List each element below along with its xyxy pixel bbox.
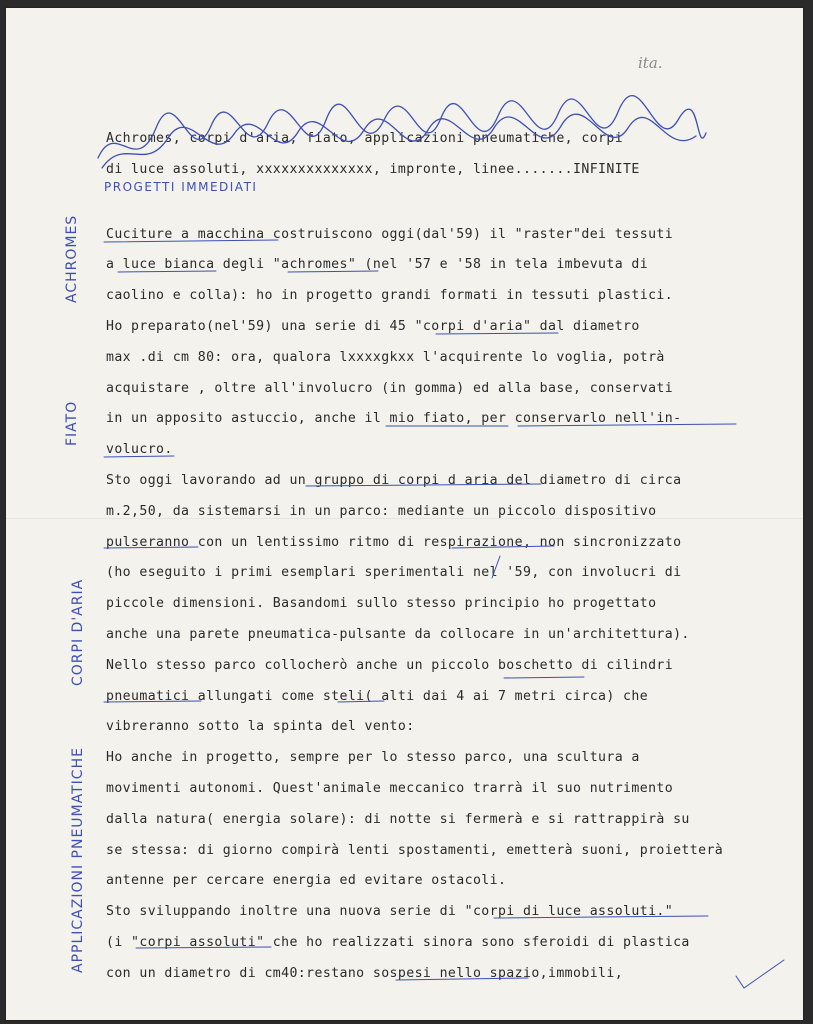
body-line: anche una parete pneumatica-pulsante da collocare in un'architettura). — [106, 626, 690, 642]
body-line: a luce bianca degli "achromes" (nel '57 e '58 in tela imbevuta di — [106, 257, 649, 273]
margin-note-achromes: ACHROMES — [64, 214, 80, 303]
body-line: (i "corpi assoluti" che ho realizzati sinora sono sferoidi di plastica — [106, 934, 690, 950]
body-line: vibreranno sotto la spinta del vento: — [106, 719, 415, 735]
body-line: Sto sviluppando inoltre una nuova serie di "corpi di luce assoluti." — [106, 904, 674, 920]
underline — [104, 547, 198, 548]
underline — [104, 456, 174, 457]
body-line: Ho preparato(nel'59) una serie di 45 "corpi d'aria" dal diametro — [106, 318, 640, 334]
body-line: movimenti autonomi. Quest'animale meccanico trarrà il suo nutrimento — [106, 780, 674, 796]
pen-markings — [6, 8, 803, 1020]
body-line: Sto oggi lavorando ad un gruppo di corpi d aria del diametro di circa — [106, 472, 682, 488]
body-line: in un apposito astuccio, anche il mio fiato, per conservarlo nell'in- — [106, 411, 682, 427]
document-page — [6, 8, 803, 1020]
underline — [118, 271, 216, 272]
underline — [338, 701, 384, 702]
margin-note-corpi-aria: CORPI D'ARIA — [70, 578, 86, 686]
body-line: caolino e colla): ho in progetto grandi formati in tessuti plastici. — [106, 288, 674, 304]
body-line: Cuciture a macchina costruiscono oggi(dal'59) il "raster"dei tessuti — [106, 226, 674, 242]
underline — [288, 271, 378, 272]
checkmark — [736, 960, 784, 988]
body-line: dalla natura( energia solare): di notte si fermerà e si rattrappirà su — [106, 811, 690, 827]
margin-note-fiato: FIATO — [64, 400, 80, 446]
corner-note: ita. — [638, 54, 663, 72]
body-line: pneumatici allungati come steli( alti dai 4 ai 7 metri circa) che — [106, 688, 649, 704]
scribble-strikeout — [98, 96, 706, 158]
body-line: (ho eseguito i primi esemplari sperimentali nel '59, con involucri di — [106, 565, 682, 581]
body-line: Ho anche in progetto, sempre per lo stesso parco, una scultura a — [106, 750, 640, 766]
underline — [452, 546, 554, 548]
body-line: m.2,50, da sistemarsi in un parco: mediante un piccolo dispositivo — [106, 503, 657, 519]
underline — [306, 484, 541, 486]
body-line: max .di cm 80: ora, qualora lxxxxgkxx l'acquirente lo voglia, potrà — [106, 349, 665, 365]
body-line: con un diametro di cm40:restano sospesi nello spazio,immobili, — [106, 965, 624, 981]
body-line: antenne per cercare energia ed evitare ostacoli. — [106, 873, 507, 889]
header-line: Achromes, corpi d'aria, fiato, applicazioni pneumatiche, corpi — [106, 131, 624, 146]
body-line: volucro. — [106, 442, 173, 458]
underline — [494, 916, 708, 918]
handwritten-heading: PROGETTI IMMEDIATI — [104, 180, 258, 194]
underline — [104, 240, 278, 242]
body-line: se stessa: di giorno compirà lenti spostamenti, emetterà suoni, proietterà — [106, 842, 724, 858]
header-line: di luce assoluti, xxxxxxxxxxxxxx, impronte, linee.......INFINITE — [106, 161, 640, 177]
underline — [504, 677, 584, 678]
underline — [436, 333, 558, 334]
underline — [396, 978, 528, 980]
body-line: acquistare , oltre all'involucro (in gomma) ed alla base, conservati — [106, 380, 674, 396]
margin-note-applicazioni: APPLICAZIONI PNEUMATICHE — [70, 747, 86, 973]
underline — [518, 424, 736, 426]
correction-mark — [492, 556, 500, 578]
underline — [104, 701, 201, 702]
body-line: pulseranno con un lentissimo ritmo di respirazione, non sincronizzato — [106, 534, 682, 550]
body-line: Nello stesso parco collocherò anche un piccolo boschetto di cilindri — [106, 657, 674, 673]
body-line: piccole dimensioni. Basandomi sullo stesso principio ho progettato — [106, 596, 657, 612]
underline — [136, 947, 271, 948]
